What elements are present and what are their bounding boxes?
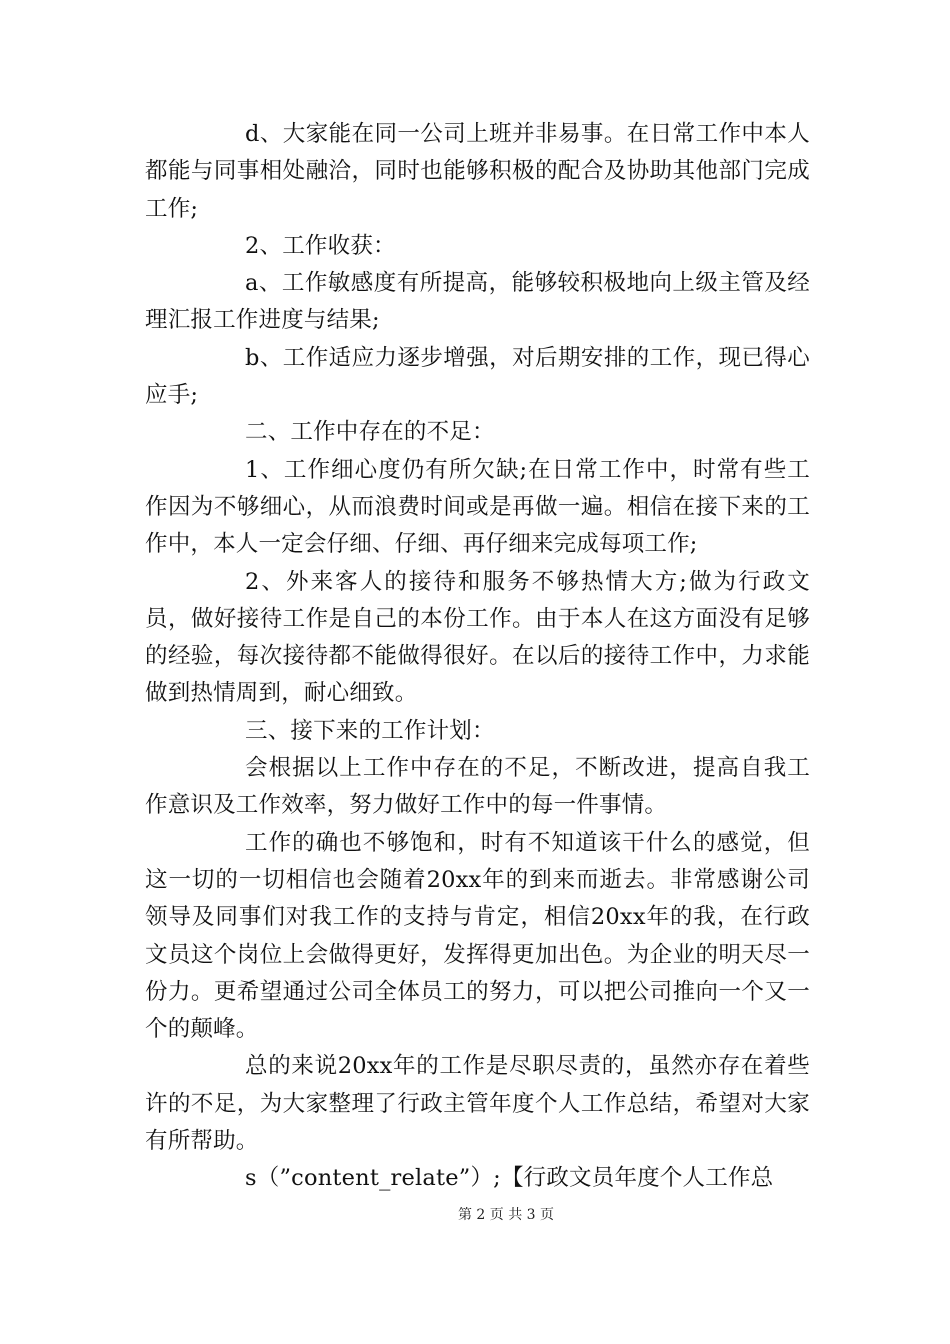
paragraph-shortcoming-reception: 2、外来客人的接待和服务不够热情大方;做为行政文员，做好接待工作是自己的本份工作。由于本人在这方面没有足够的经验，每次接待都不能做得很好。在以后的接待工作中，力求能做到热情周到，耐心细致。: [145, 568, 810, 707]
paragraph-work-gains-heading: 2、工作收获：: [245, 232, 396, 259]
section-heading-shortcomings: 二、工作中存在的不足：: [245, 419, 495, 446]
page-number-footer: 第 2 页 共 3 页: [457, 1207, 555, 1223]
section-heading-next-plan: 三、接下来的工作计划：: [245, 717, 495, 744]
paragraph-summary: 总的来说20xx年的工作是尽职尽责的，虽然亦存在着些许的不足，为大家整理了行政主管年度个人工作总结，希望对大家有所帮助。: [145, 1053, 810, 1155]
document-body: [145, 116, 810, 1198]
paragraph-colleague-relations: d、大家能在同一公司上班并非易事。在日常工作中本人都能与同事相处融洽，同时也能够积极的配合及协助其他部门完成工作;: [145, 121, 810, 222]
paragraph-reflection-thanks: 工作的确也不够饱和，时有不知道该干什么的感觉，但这一切的一切相信也会随着20xx年的到来而逝去。非常感谢公司领导及同事们对我工作的支持与肯定，相信20xx年的我，在行政文员这个岗位上会做得更好，发挥得更加出色。为企业的明天尽一份力。更希望通过公司全体员工的努力，可以把公司推向一个又一个的颠峰。: [145, 829, 810, 1043]
paragraph-plan-improvement: 会根据以上工作中存在的不足，不断改进，提高自我工作意识及工作效率，努力做好工作中的每一件事情。: [145, 755, 810, 819]
paragraph-gain-sensitivity: a、工作敏感度有所提高，能够较积极地向上级主管及经理汇报工作进度与结果;: [145, 270, 810, 334]
paragraph-related-content: s（”content_relate”）;【行政文员年度个人工作总: [245, 1165, 774, 1192]
paragraph-gain-adaptability: b、工作适应力逐步增强，对后期安排的工作，现已得心应手;: [145, 344, 810, 409]
paragraph-shortcoming-carefulness: 1、工作细心度仍有所欠缺;在日常工作中，时常有些工作因为不够细心，从而浪费时间或是再做一遍。相信在接下来的工作中，本人一定会仔细、仔细、再仔细来完成每项工作;: [145, 456, 810, 558]
